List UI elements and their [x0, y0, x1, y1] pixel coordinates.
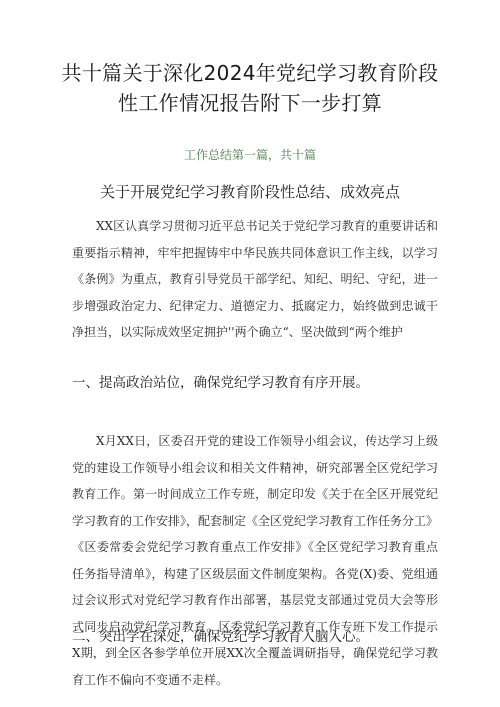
- section-title: 关于开展党纪学习教育阶段性总结、成效亮点: [99, 183, 400, 201]
- document-title: 共十篇关于深化2024年党纪学习教育阶段性工作情况报告附下一步打算: [61, 61, 439, 115]
- section-heading: 一、提高政治站位，确保党纪学习教育有序开展。: [72, 375, 369, 391]
- body-paragraph: X月XX日，区委召开党的建设工作领导小组会议，传达学习上级党的建设工作领导小组会议和相关文件精神，研究部署全区党纪学习教育工作。第一时间成立工作专班，制定印发《关于在全区开展党纪学习教育的工作安排》，配套制定《全区党纪学习教育工作任务分工》《区委常委会党纪学习教育重点工作安排》《全区党纪学习教育重点任务指导清单》，构建了区级层面文件制度架构。各党(X)委、党组通过会议形式对党纪学习教育作出部署，基层党支部通过党员大会等形式同步启动党纪学习教育。区委党纪学习教育工作专班下发工作提示X期，到全区各参学单位开展XX次全覆盖调研指导，确保党纪学习教育工作不偏向不变通不走样。: [72, 434, 439, 687]
- section-heading: 二、突出学在深处，确保党纪学习教育入脑入心。: [72, 629, 369, 645]
- document-subtitle: 工作总结第一篇，共十篇: [183, 148, 316, 162]
- body-paragraph: XX区认真学习贯彻习近平总书记关于党纪学习教育的重要讲话和重要指示精神，牢牢把握铸牢中华民族共同体意识工作主线，以学习《条例》为重点，教育引导党员干部学纪、知纪、明纪、守纪，进一步增强政治定力、纪律定力、道德定力、抵腐定力，始终做到忠诚干净担当，以实际成效坚定拥护''两个确立“、坚决做到“两个维护: [72, 219, 438, 339]
